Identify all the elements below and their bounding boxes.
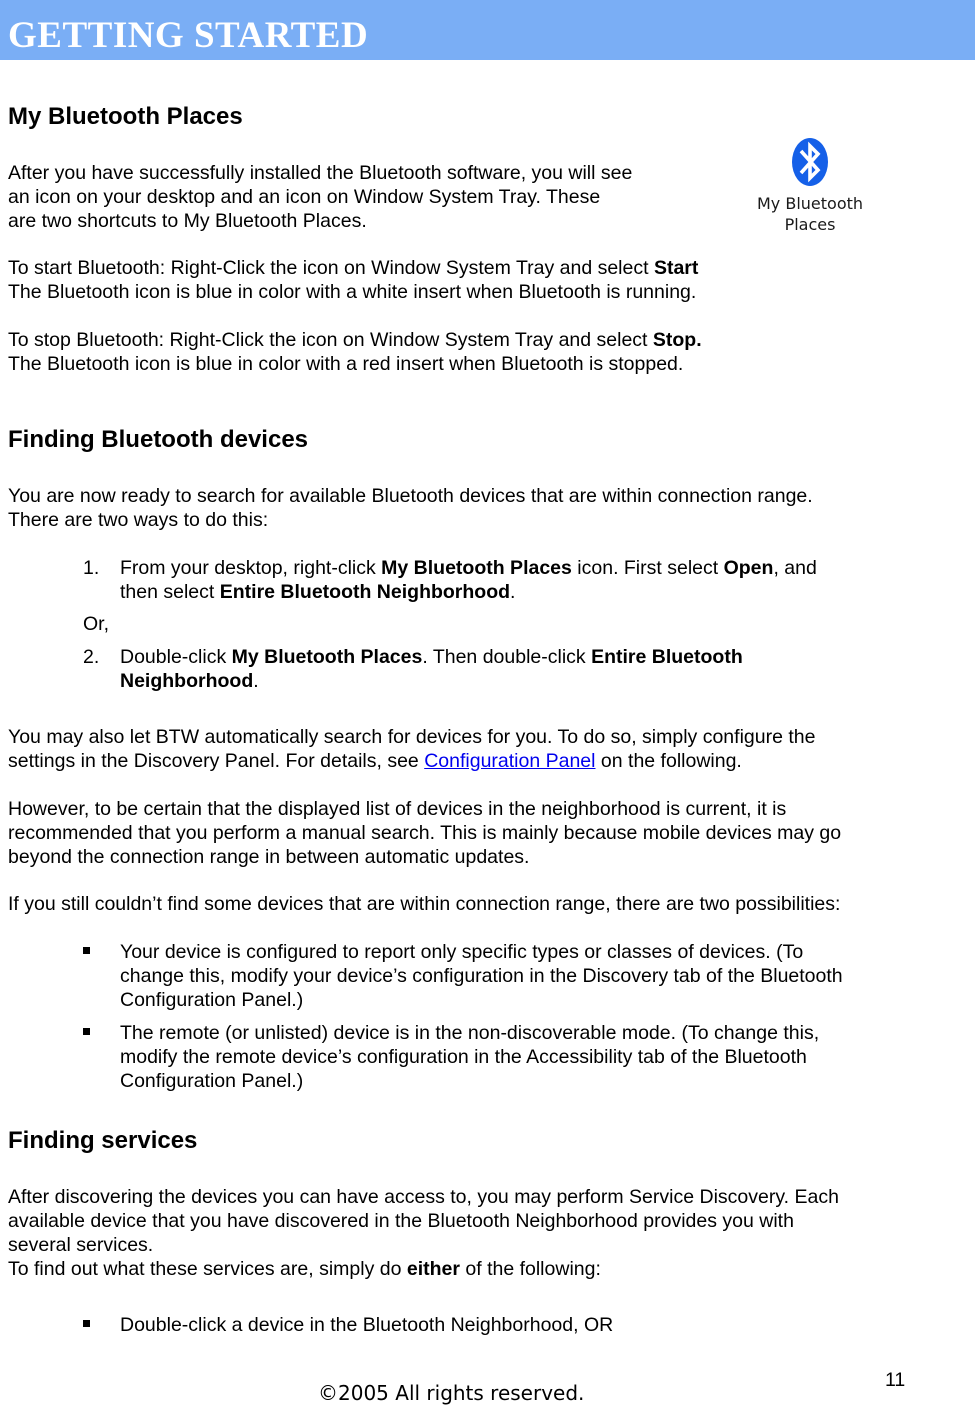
- my-bluetooth-places-desktop-icon[interactable]: [752, 136, 868, 236]
- bluetooth-icon: [790, 136, 830, 188]
- paragraph-line: To find out what these services are, simply do either of the following:: [8, 1258, 601, 1280]
- paragraph-line: an icon on your desktop and an icon on Window System Tray. These: [8, 186, 601, 208]
- paragraph-line: You are now ready to search for available Bluetooth devices that are within connection range.: [8, 485, 813, 507]
- bullet-line: Configuration Panel.): [120, 989, 304, 1011]
- paragraph-line: are two shortcuts to My Bluetooth Places.: [8, 210, 367, 232]
- bullet-line: Your device is configured to report only specific types or classes of devices. (To: [120, 941, 804, 963]
- heading-my-bluetooth-places: My Bluetooth Places: [8, 103, 243, 130]
- icon-label-line: My Bluetooth: [756, 194, 864, 213]
- paragraph-line: After you have successfully installed the Bluetooth software, you will see: [8, 162, 633, 184]
- list-item-line: Double-click My Bluetooth Places. Then double-click Entire Bluetooth: [120, 646, 743, 668]
- paragraph-line: recommended that you perform a manual search. This is mainly because mobile devices may go: [8, 822, 842, 844]
- heading-finding-services: Finding services: [8, 1127, 198, 1154]
- heading-finding-bluetooth-devices: Finding Bluetooth devices: [8, 426, 309, 453]
- paragraph-line: There are two ways to do this:: [8, 509, 269, 531]
- paragraph-line: settings in the Discovery Panel. For details, see Configuration Panel on the following.: [8, 750, 742, 772]
- paragraph-line: After discovering the devices you can have access to, you may perform Service Discovery. Each: [8, 1186, 839, 1208]
- bullet-line: Double-click a device in the Bluetooth Neighborhood, OR: [120, 1314, 614, 1336]
- paragraph-line: available device that you have discovered in the Bluetooth Neighborhood provides you with: [8, 1210, 794, 1232]
- list-number: 2.: [83, 646, 100, 668]
- list-item-line: Neighborhood.: [120, 670, 259, 692]
- bullet-marker: [83, 1028, 90, 1035]
- start-note: The Bluetooth icon is blue in color with a white insert when Bluetooth is running.: [8, 281, 697, 303]
- start-instruction: To start Bluetooth: Right-Click the icon on Window System Tray and select Start: [8, 257, 699, 279]
- stop-instruction: To stop Bluetooth: Right-Click the icon on Window System Tray and select Stop.: [8, 329, 702, 351]
- icon-label-line: Places: [784, 215, 836, 234]
- bullet-line: Configuration Panel.): [120, 1070, 304, 1092]
- bullet-line: The remote (or unlisted) device is in the non-discoverable mode. (To change this,: [120, 1022, 820, 1044]
- bullet-marker: [83, 1320, 90, 1327]
- paragraph-line: If you still couldn’t find some devices that are within connection range, there are two possibilities:: [8, 893, 841, 915]
- page-number: 11: [885, 1369, 906, 1391]
- bullet-marker: [83, 947, 90, 954]
- bullet-line: modify the remote device’s configuration in the Accessibility tab of the Bluetooth: [120, 1046, 807, 1068]
- icon-label: [752, 193, 868, 235]
- copyright-footer: ©2005 All rights reserved.: [318, 1381, 585, 1405]
- paragraph-line: However, to be certain that the displayed list of devices in the neighborhood is current, it is: [8, 798, 787, 820]
- bullet-line: change this, modify your device’s configuration in the Discovery tab of the Bluetooth: [120, 965, 843, 987]
- list-item-line: then select Entire Bluetooth Neighborhood.: [120, 581, 516, 603]
- list-number: 1.: [83, 557, 100, 579]
- or-text: Or,: [83, 613, 110, 635]
- configuration-panel-link[interactable]: Configuration Panel: [424, 750, 596, 772]
- chapter-title: GETTING STARTED: [8, 15, 369, 56]
- chapter-banner: [0, 0, 975, 60]
- stop-note: The Bluetooth icon is blue in color with a red insert when Bluetooth is stopped.: [8, 353, 684, 375]
- paragraph-line: beyond the connection range in between automatic updates.: [8, 846, 530, 868]
- list-item-line: From your desktop, right-click My Bluetooth Places icon. First select Open, and: [120, 557, 817, 579]
- paragraph-line: several services.: [8, 1234, 154, 1256]
- paragraph-line: You may also let BTW automatically search for devices for you. To do so, simply configure the: [8, 726, 816, 748]
